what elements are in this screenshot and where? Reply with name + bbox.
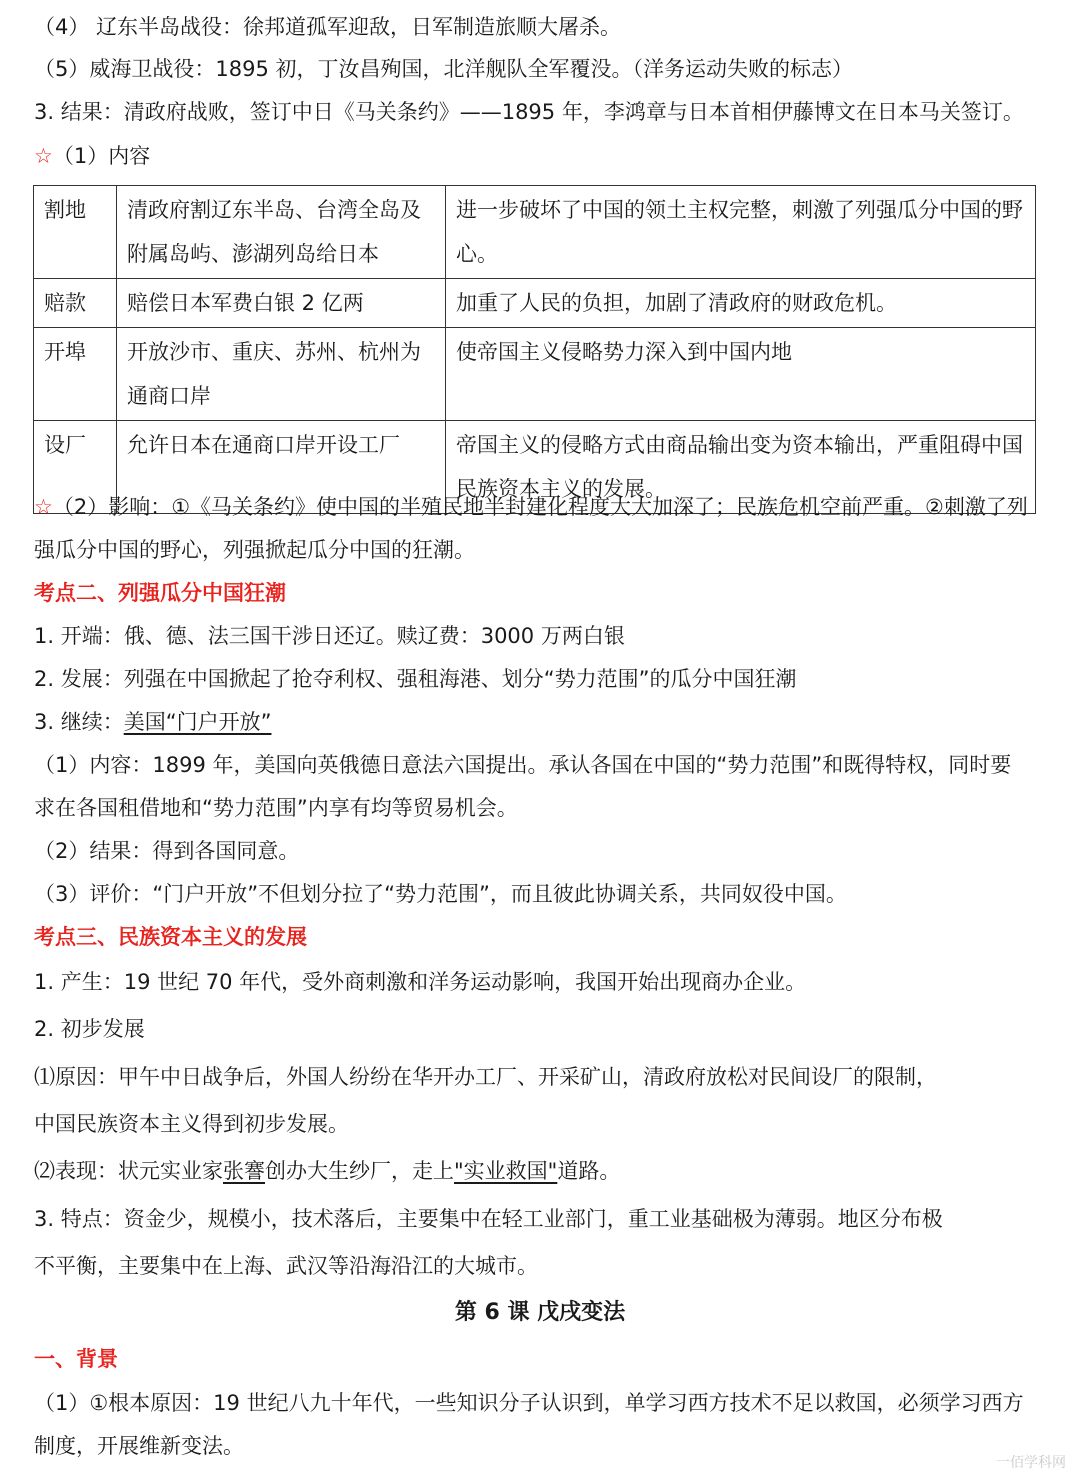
table-cell: 割地 bbox=[34, 186, 117, 279]
text-line: 3. 结果：清政府战败，签订中日《马关条约》——1895 年，李鸿章与日本首相伊藤博文在日本马关签订。 bbox=[34, 100, 1024, 124]
section-heading: 考点二、列强瓜分中国狂潮 bbox=[34, 581, 286, 605]
impact-text: （2）影响：①《马关条约》使中国的半殖民地半封建化程度大大加深了；民族危机空前严重。②刺激了列 bbox=[52, 495, 1028, 519]
text-line: 求在各国租借地和“势力范围”内享有均等贸易机会。 bbox=[34, 796, 518, 820]
underlined-term: 张謇 bbox=[223, 1159, 265, 1183]
text-fragment: 3. 继续： bbox=[34, 710, 124, 734]
table-cell: 进一步破坏了中国的领土主权完整，刺激了列强瓜分中国的野心。 bbox=[446, 186, 1036, 279]
text-line: 制度，开展维新变法。 bbox=[34, 1434, 244, 1458]
text-line: （1）①根本原因：19 世纪八九十年代，一些知识分子认识到，单学习西方技术不足以救国，必须学习西方 bbox=[34, 1391, 1024, 1415]
table-cell: 赔偿日本军费白银 2 亿两 bbox=[117, 279, 446, 328]
text-line: 2. 初步发展 bbox=[34, 1017, 145, 1041]
table-cell: 开放沙市、重庆、苏州、杭州为通商口岸 bbox=[117, 328, 446, 421]
text-line: 2. 发展：列强在中国掀起了抢夺利权、强租海港、划分“势力范围”的瓜分中国狂潮 bbox=[34, 667, 797, 691]
text-line: （2）结果：得到各国同意。 bbox=[34, 839, 300, 863]
lesson-title: 第 6 课 戊戌变法 bbox=[454, 1300, 626, 1325]
text-fragment: 创办大生纱厂，走上 bbox=[265, 1159, 454, 1183]
text-fragment: 道路。 bbox=[557, 1159, 621, 1183]
table-cell: 开埠 bbox=[34, 328, 117, 421]
star-icon: ☆ bbox=[34, 144, 53, 168]
table-row bbox=[34, 279, 1036, 328]
text-line bbox=[34, 1156, 620, 1186]
text-line: 3. 特点：资金少，规模小，技术落后，主要集中在轻工业部门，重工业基础极为薄弱。地区分布极 bbox=[34, 1207, 943, 1231]
table-cell: 允许日本在通商口岸开设工厂 bbox=[117, 421, 446, 514]
table-cell: 赔款 bbox=[34, 279, 117, 328]
underlined-term: "实业救国" bbox=[454, 1159, 558, 1183]
text-line: （4） 辽东半岛战役：徐邦道孤军迎敌，日军制造旅顺大屠杀。 bbox=[34, 15, 622, 39]
content-subtitle bbox=[34, 141, 150, 171]
text-line: 1. 产生：19 世纪 70 年代，受外商刺激和洋务运动影响，我国开始出现商办企业。 bbox=[34, 970, 807, 994]
section-heading: 一、背景 bbox=[34, 1347, 118, 1371]
table-cell: 帝国主义的侵略方式由商品输出变为资本输出，严重阻碍中国民族资本主义的发展。 bbox=[446, 421, 1036, 514]
table-cell: 设厂 bbox=[34, 421, 117, 514]
table-row bbox=[34, 328, 1036, 421]
table-row bbox=[34, 186, 1036, 279]
section-heading: 考点三、民族资本主义的发展 bbox=[34, 925, 307, 949]
text-line: 1. 开端：俄、德、法三国干涉日还辽。赎辽费：3000 万两白银 bbox=[34, 624, 625, 648]
underlined-term: 美国“门户开放” bbox=[123, 710, 272, 734]
impact-line bbox=[34, 492, 1028, 522]
treaty-content-table bbox=[33, 185, 1036, 514]
text-line: （1）内容：1899 年，美国向英俄德日意法六国提出。承认各国在中国的“势力范围”和既得特权，同时要 bbox=[34, 753, 1012, 777]
table-cell: 清政府割辽东半岛、台湾全岛及附属岛屿、澎湖列岛给日本 bbox=[117, 186, 446, 279]
watermark: 一佰学科网 bbox=[996, 1455, 1066, 1471]
content-subtitle-text: （1）内容 bbox=[52, 144, 151, 168]
text-line: ⑴原因：甲午中日战争后，外国人纷纷在华开办工厂、开采矿山，清政府放松对民间设厂的限制， bbox=[34, 1065, 937, 1089]
text-line: 强瓜分中国的野心，列强掀起瓜分中国的狂潮。 bbox=[34, 538, 475, 562]
star-icon: ☆ bbox=[34, 495, 53, 519]
text-line: 不平衡，主要集中在上海、武汉等沿海沿江的大城市。 bbox=[34, 1254, 538, 1278]
text-line: （3）评价：“门户开放”不但划分拉了“势力范围”，而且彼此协调关系，共同奴役中国。 bbox=[34, 882, 847, 906]
text-line: 中国民族资本主义得到初步发展。 bbox=[34, 1112, 349, 1136]
text-fragment: ⑵表现：状元实业家 bbox=[34, 1159, 223, 1183]
table-cell: 使帝国主义侵略势力深入到中国内地 bbox=[446, 328, 1036, 421]
text-line bbox=[34, 707, 271, 737]
table-cell: 加重了人民的负担，加剧了清政府的财政危机。 bbox=[446, 279, 1036, 328]
text-line: （5）威海卫战役：1895 初，丁汝昌殉国，北洋舰队全军覆没。（洋务运动失败的标志） bbox=[34, 57, 853, 81]
